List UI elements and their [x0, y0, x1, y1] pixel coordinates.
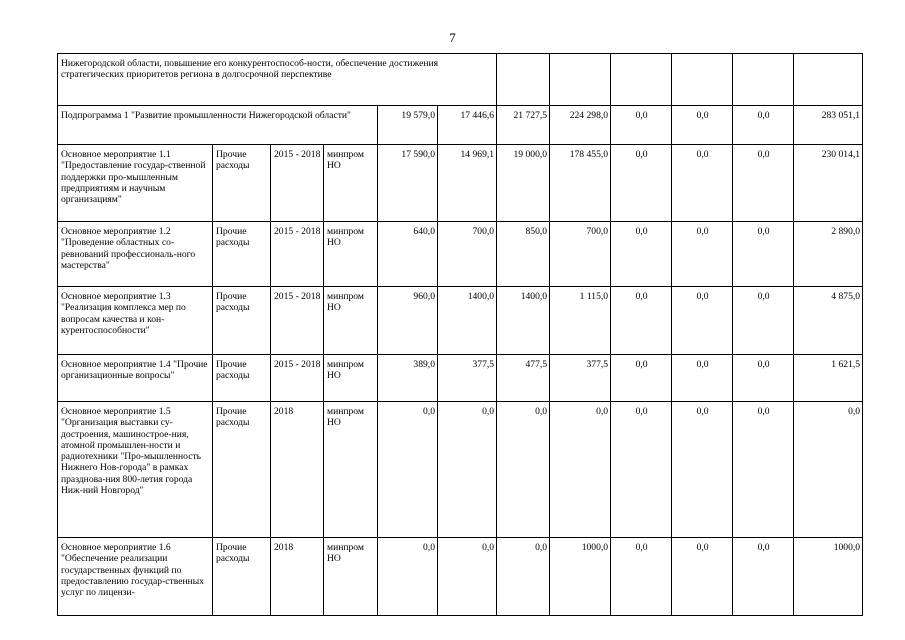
value-cell: 377,5: [550, 355, 611, 402]
value-cell: 0,0: [611, 355, 672, 402]
value-cell: 1400,0: [438, 287, 497, 355]
value-cell: 377,5: [438, 355, 497, 402]
period: 2018: [271, 538, 324, 616]
value-cell: 224 298,0: [550, 106, 611, 145]
value-cell: 0,0: [497, 538, 550, 616]
value-cell: 0,0: [794, 402, 863, 538]
expense-type: Прочие расходы: [213, 287, 271, 355]
value-cell: 0,0: [611, 106, 672, 145]
page-number: 7: [449, 30, 456, 45]
value-cell: 960,0: [378, 287, 438, 355]
measure-name: Основное мероприятие 1.2 "Проведение областных со-ревнований профессиональ-ного мастерства": [58, 222, 213, 287]
value-cell: 4 875,0: [794, 287, 863, 355]
table-row: [58, 355, 863, 402]
period: 2015 - 2018: [271, 222, 324, 287]
table-cell: [550, 54, 611, 106]
value-cell: 178 455,0: [550, 145, 611, 222]
table-row: [58, 402, 863, 538]
value-cell: 640,0: [378, 222, 438, 287]
executor: минпром НО: [324, 538, 378, 616]
value-cell: 0,0: [438, 538, 497, 616]
value-cell: 0,0: [672, 538, 733, 616]
expense-type: Прочие расходы: [213, 402, 271, 538]
period: 2015 - 2018: [271, 355, 324, 402]
subprogram-row: [58, 106, 863, 145]
value-cell: 0,0: [611, 222, 672, 287]
table-cell: [794, 54, 863, 106]
value-cell: 0,0: [733, 106, 794, 145]
value-cell: 0,0: [733, 402, 794, 538]
measure-name: Основное мероприятие 1.5 "Организация выставки су-достроения, машинострое-ния, атомной промышлен-ности и радиотехники "Про-мышленность Нижнего Нов-города" в рамках празднова-ния 800-летия города Ниж-ний Новгород": [58, 402, 213, 538]
executor: минпром НО: [324, 287, 378, 355]
value-cell: 0,0: [672, 222, 733, 287]
value-cell: 0,0: [672, 402, 733, 538]
value-cell: 0,0: [733, 287, 794, 355]
executor: минпром НО: [324, 402, 378, 538]
value-cell: 0,0: [611, 402, 672, 538]
table-cell: [672, 54, 733, 106]
expense-type: Прочие расходы: [213, 355, 271, 402]
table-row: [58, 145, 863, 222]
value-cell: 1400,0: [497, 287, 550, 355]
measure-name: Основное мероприятие 1.4 "Прочие организационные вопросы": [58, 355, 213, 402]
value-cell: 1 621,5: [794, 355, 863, 402]
measure-name: Основное мероприятие 1.6 "Обеспечение реализации государственных функций по предоставлению государ-ственных услуг по лицензи-: [58, 538, 213, 616]
value-cell: 0,0: [438, 402, 497, 538]
expense-type: Прочие расходы: [213, 222, 271, 287]
executor: минпром НО: [324, 355, 378, 402]
table-row: [58, 222, 863, 287]
value-cell: 0,0: [611, 538, 672, 616]
value-cell: 0,0: [378, 538, 438, 616]
period: 2018: [271, 402, 324, 538]
value-cell: 389,0: [378, 355, 438, 402]
value-cell: 19 000,0: [497, 145, 550, 222]
value-cell: 850,0: [497, 222, 550, 287]
period: 2015 - 2018: [271, 145, 324, 222]
value-cell: 0,0: [733, 355, 794, 402]
value-cell: 283 051,1: [794, 106, 863, 145]
value-cell: 0,0: [611, 287, 672, 355]
table-cell: [497, 54, 550, 106]
measure-name: Основное мероприятие 1.3 "Реализация комплекса мер по вопросам качества и кон-курентоспособности": [58, 287, 213, 355]
table-row: [58, 538, 863, 616]
value-cell: 0,0: [611, 145, 672, 222]
measure-name: Основное мероприятие 1.1 "Предоставление государ-ственной поддержки про-мышленным предприятиям и научным организациям": [58, 145, 213, 222]
value-cell: 0,0: [733, 145, 794, 222]
continuation-text: Нижегородской области, повышение его конкурентоспособ-ности, обеспечение достижения стратегических приоритетов региона в долгосрочной перспективе: [58, 54, 497, 106]
value-cell: 2 890,0: [794, 222, 863, 287]
value-cell: 230 014,1: [794, 145, 863, 222]
value-cell: 0,0: [672, 355, 733, 402]
value-cell: 17 446,6: [438, 106, 497, 145]
value-cell: 700,0: [438, 222, 497, 287]
value-cell: 1000,0: [794, 538, 863, 616]
value-cell: 21 727,5: [497, 106, 550, 145]
table-row: [58, 287, 863, 355]
value-cell: 0,0: [733, 538, 794, 616]
continuation-row: [58, 54, 863, 106]
value-cell: 14 969,1: [438, 145, 497, 222]
value-cell: 1000,0: [550, 538, 611, 616]
value-cell: 0,0: [378, 402, 438, 538]
value-cell: 1 115,0: [550, 287, 611, 355]
value-cell: 0,0: [497, 402, 550, 538]
value-cell: 17 590,0: [378, 145, 438, 222]
value-cell: 0,0: [672, 145, 733, 222]
value-cell: 0,0: [672, 106, 733, 145]
subprogram-title: Подпрограмма 1 "Развитие промышленности Нижегородской области": [58, 106, 378, 145]
table-cell: [611, 54, 672, 106]
executor: минпром НО: [324, 145, 378, 222]
period: 2015 - 2018: [271, 287, 324, 355]
value-cell: 0,0: [550, 402, 611, 538]
table-cell: [733, 54, 794, 106]
expense-type: Прочие расходы: [213, 538, 271, 616]
expense-type: Прочие расходы: [213, 145, 271, 222]
value-cell: 19 579,0: [378, 106, 438, 145]
value-cell: 477,5: [497, 355, 550, 402]
value-cell: 700,0: [550, 222, 611, 287]
value-cell: 0,0: [672, 287, 733, 355]
executor: минпром НО: [324, 222, 378, 287]
value-cell: 0,0: [733, 222, 794, 287]
budget-table: [57, 53, 863, 616]
